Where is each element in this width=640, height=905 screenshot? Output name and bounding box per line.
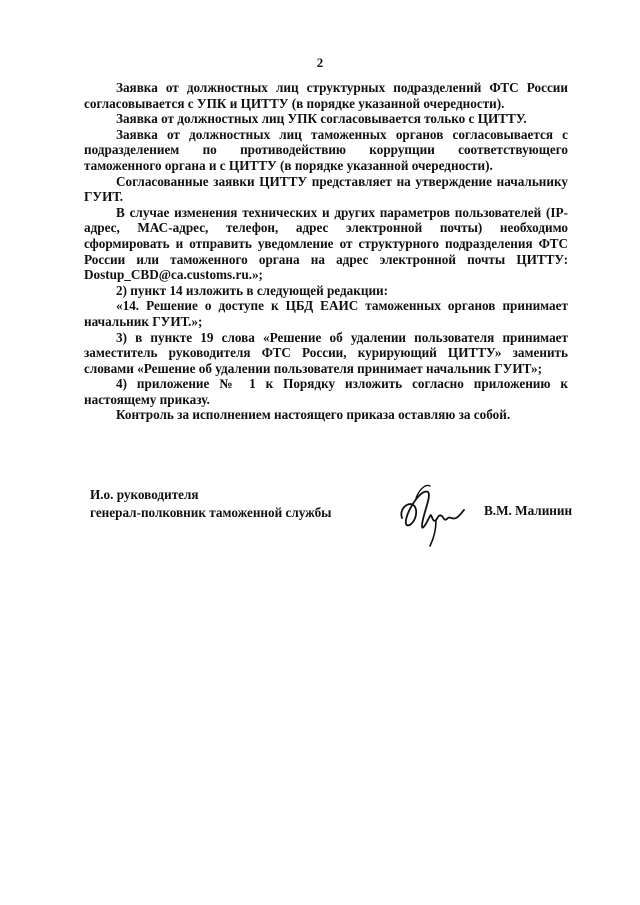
paragraph-7: «14. Решение о доступе к ЦБД ЕАИС таможенных органов принимает начальник ГУИТ.»; — [84, 298, 568, 329]
paragraph-1: Заявка от должностных лиц структурных подразделений ФТС России согласовывается с УПК и ЦИТТУ (в порядке указанной очередности). — [84, 80, 568, 111]
handwritten-signature-icon — [392, 476, 472, 556]
paragraph-2: Заявка от должностных лиц УПК согласовывается только с ЦИТТУ. — [116, 111, 527, 127]
paragraph-9: 4) приложение № 1 к Порядку изложить согласно приложению к настоящему приказу. — [84, 376, 568, 407]
signer-title-line1: И.о. руководителя — [90, 487, 199, 502]
page-number: 2 — [316, 55, 324, 70]
paragraph-3: Заявка от должностных лиц таможенных органов согласовывается с подразделением по противодействию коррупции соответствующего таможенного органа и с ЦИТТУ (в порядке указанной очередности). — [84, 126, 568, 173]
paragraph-8: 3) в пункте 19 слова «Решение об удалении пользователя принимает заместитель руководителя ФТС России, курирующий ЦИТТУ» заменить словами «Решение об удалении пользователя принимает начальник ГУИТ»; — [84, 329, 568, 376]
paragraph-10: Контроль за исполнением настоящего приказа оставляю за собой. — [116, 407, 511, 423]
signature-block — [90, 486, 331, 522]
paragraph-5: В случае изменения технических и других параметров пользователей (IP-адрес, МАС-адрес, телефон, адрес электронной почты) необходимо сформировать и отправить уведомление от структурного подразделения ФТС России или таможенного органа на адрес электронной почты ЦИТТУ: Dostup_CBD@ca.customs.ru.»; — [84, 204, 568, 283]
signer-title-line2: генерал-полковник таможенной службы — [90, 505, 332, 520]
paragraph-4: Согласованные заявки ЦИТТУ представляет на утверждение начальнику ГУИТ. — [84, 173, 568, 205]
signer-name: В.М. Малинин — [484, 503, 573, 518]
document-body — [84, 80, 568, 423]
paragraph-6: 2) пункт 14 изложить в следующей редакции: — [116, 282, 389, 298]
